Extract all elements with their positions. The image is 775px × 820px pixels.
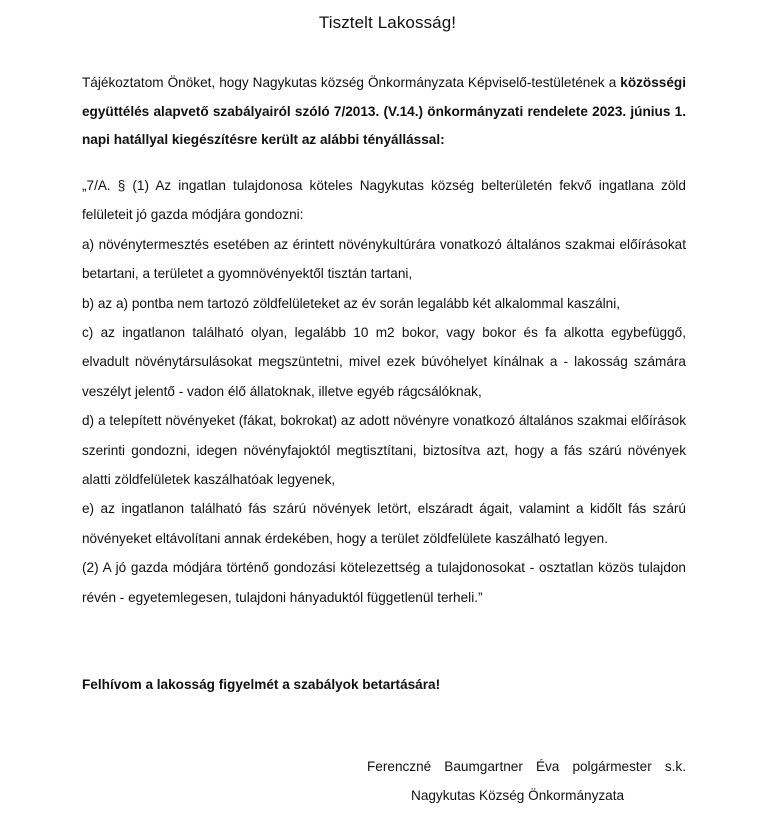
signature-name: Ferenczné Baumgartner Éva polgármester s.k.	[367, 759, 686, 774]
signature-organization: Nagykutas Község Önkormányzata	[411, 788, 625, 803]
intro-paragraph	[82, 69, 686, 155]
regulation-item-b: b) az a) pontba nem tartozó zöldfelületeket az év során legalább két alkalommal kaszálni,	[82, 295, 621, 311]
regulation-paragraph-1: „7/A. § (1) Az ingatlan tulajdonosa köteles Nagykutas község belterületén fekvő ingatlana zöld felületeit jó gazda módjára gondozni:	[82, 178, 686, 223]
regulation-paragraph-2: (2) A jó gazda módjára történő gondozási kötelezettség a tulajdonosokat - osztatlan közös tulajdon révén - egyetemlegesen, tulajdoni hányaduktól függetlenül terheli.”	[82, 560, 686, 605]
notice-text: Felhívom a lakosság figyelmét a szabályok betartására!	[82, 677, 441, 692]
regulation-item-c: c) az ingatlanon található olyan, legalább 10 m2 bokor, vagy bokor és fa alkotta egybefüggő, elvadult növénytársulásokat megszüntetni, mivel ezek búvóhelyet kínálnak a - lakosság számára veszélyt jelentő - vadon élő állatoknak, illetve egyéb rágcsálóknak,	[82, 325, 686, 399]
document-title: Tisztelt Lakosság!	[318, 13, 457, 32]
regulation-item-a: a) növénytermesztés esetében az érintett növénykultúrára vonatkozó általános szakmai előírásokat betartani, a területet a gyomnövényektől tisztán tartani,	[82, 236, 686, 282]
regulation-item-e: e) az ingatlanon található fás szárú növények letört, elszáradt ágait, valamint a kidőlt fás szárú növényeket eltávolítani annak érdekében, hogy a terület zöldfelülete kaszálható legyen.	[82, 501, 686, 546]
intro-bold-text: közösségi együttélés alapvető szabályairól szóló 7/2013. (V.14.) önkormányzati rendelete 2023. június 1. napi hatállyal kiegészítésre került az alábbi tényállással:	[82, 75, 686, 147]
regulation-text	[82, 171, 686, 612]
regulation-item-d: d) a telepített növényeket (fákat, bokrokat) az adott növényre vonatkozó általános szakmai előírások szerinti gondozni, idegen növényfajoktól megtisztítani, biztosítva azt, hogy a fás szárú növények alatti zöldfelületek kaszálhatóak legyenek,	[82, 413, 686, 488]
intro-plain-text: Tájékoztatom Önöket, hogy Nagykutas község Önkormányzata Képviselő-testületének a	[82, 75, 621, 90]
